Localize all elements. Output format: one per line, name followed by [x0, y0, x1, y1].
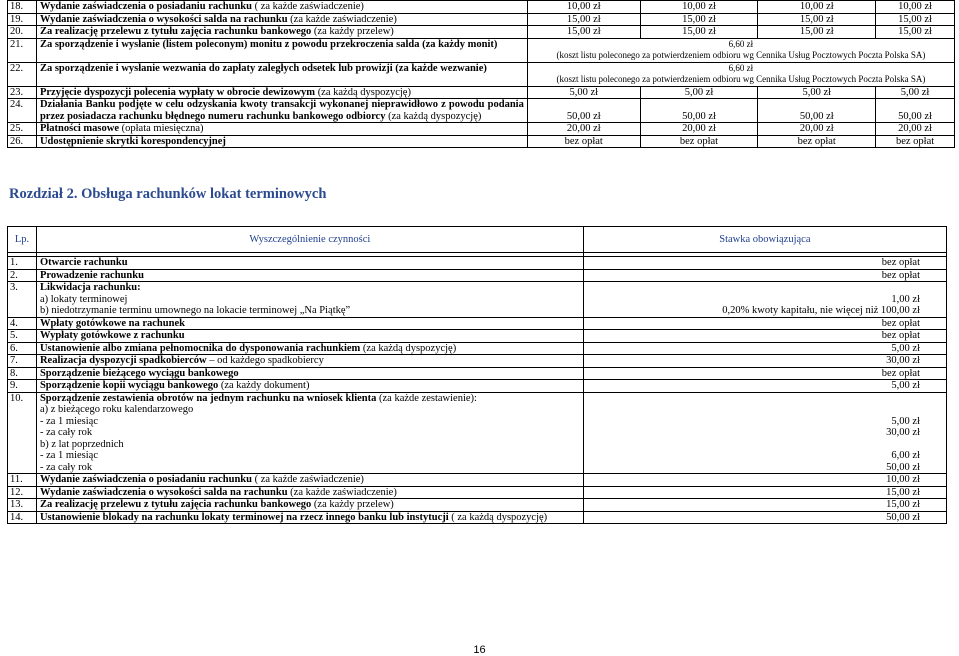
table-row	[8, 380, 947, 393]
row-description	[36, 26, 527, 39]
row-description	[36, 511, 583, 524]
row-detail: (za każdy przelew)	[311, 499, 394, 510]
rate-value: bez opłat	[583, 317, 946, 330]
fee-value: 20,00 zł	[640, 123, 758, 136]
sub-item: - za cały rok	[39, 461, 93, 473]
row-detail: (za każdy przelew)	[311, 26, 394, 37]
fee-value: bez opłat	[876, 135, 955, 148]
row-heading	[40, 368, 580, 380]
fee-value: 15,00 zł	[876, 13, 955, 26]
row-number: 9.	[8, 380, 37, 393]
fee-note: (koszt listu poleconego za potwierdzeniem odbioru wg Cennika Usług Pocztowych Poczta Polska SA)	[556, 50, 926, 60]
fee-value: bez opłat	[640, 135, 758, 148]
row-title: Działania Banku podjęte w celu odzyskania kwoty transakcji wykonanej nieprawidłowo z powodu podania przez posiadacza rachunku błędnego numeru rachunku bankowego odbiorcy	[39, 99, 524, 122]
row-title: Wpłaty gotówkowe na rachunek	[39, 317, 185, 329]
sub-value: 6,00 zł	[891, 450, 920, 461]
row-number: 10.	[8, 392, 37, 474]
row-title: Sporządzenie zestawienia obrotów na jednym rachunku na wniosek klienta	[39, 392, 377, 404]
header-lp: Lp.	[8, 227, 37, 253]
header-description: Wyszczególnienie czynności	[36, 227, 583, 253]
row-description	[36, 257, 583, 270]
row-detail: – od każdego spadkobiercy	[206, 355, 324, 366]
table-row	[8, 511, 947, 524]
rate-value: bez opłat	[583, 367, 946, 380]
fee-value: 15,00 zł	[758, 26, 876, 39]
row-title: Wypłaty gotówkowe z rachunku	[39, 330, 185, 341]
fee-value: 5,00 zł	[640, 86, 758, 99]
fee-value: 15,00 zł	[527, 13, 640, 26]
sub-item: b) z lat poprzednich	[39, 438, 124, 450]
table-row	[8, 367, 947, 380]
row-heading	[40, 499, 580, 511]
row-description	[36, 38, 527, 62]
sub-value	[587, 404, 920, 416]
row-number: 3.	[8, 282, 37, 318]
fee-value: 50,00 zł	[758, 99, 876, 123]
row-detail: ( za każde zaświadczenie)	[251, 474, 364, 485]
fee-value: 50,00 zł	[876, 99, 955, 123]
table-row	[8, 317, 947, 330]
row-description	[36, 392, 583, 474]
rate-value: bez opłat	[583, 257, 946, 270]
row-number: 11.	[8, 474, 37, 487]
table-row	[8, 392, 947, 474]
row-detail: (za każdą dyspozycję)	[315, 86, 411, 98]
row-heading	[40, 380, 580, 392]
row-heading	[40, 393, 580, 405]
fee-value: 15,00 zł	[640, 13, 758, 26]
sub-value	[587, 439, 920, 451]
rate-value	[583, 282, 946, 318]
row-heading	[40, 282, 580, 294]
fee-value: 15,00 zł	[758, 13, 876, 26]
fee-note: (koszt listu poleconego za potwierdzeniem odbioru wg Cennika Usług Pocztowych Poczta Polska SA)	[556, 74, 926, 84]
row-title: Za sporządzenie i wysłanie (listem poleconym) monitu z powodu przekroczenia salda (za każdy monit)	[39, 38, 498, 50]
fee-value: bez opłat	[758, 135, 876, 148]
sub-value: 50,00 zł	[886, 461, 920, 473]
fee-value: 15,00 zł	[527, 26, 640, 39]
fee-amount: 6,60 zł	[728, 38, 754, 49]
table-row	[8, 269, 947, 282]
row-description	[36, 342, 583, 355]
row-heading	[40, 330, 580, 342]
rate-value: 15,00 zł	[583, 499, 946, 512]
row-title: Wydanie zaświadczenia o posiadaniu rachunku	[39, 1, 252, 12]
row-title: Ustanowienie albo zmiana pełnomocnika do dysponowania rachunkiem	[39, 342, 361, 354]
row-title: Likwidacja rachunku:	[39, 282, 141, 293]
rate-value: 10,00 zł	[583, 474, 946, 487]
deposit-fees-table	[7, 226, 947, 524]
rate-value: 5,00 zł	[583, 342, 946, 355]
row-description	[36, 486, 583, 499]
table-row	[8, 342, 947, 355]
fee-amount: 6,60 zł	[728, 62, 754, 73]
fee-value: 10,00 zł	[527, 1, 640, 14]
row-number: 8.	[8, 367, 37, 380]
table-row	[8, 499, 947, 512]
row-detail: ( za każde zaświadczenie)	[251, 1, 364, 12]
row-number: 14.	[8, 511, 37, 524]
table-row	[8, 86, 955, 99]
row-title: Za realizację przelewu z tytułu zajęcia rachunku bankowego	[39, 499, 312, 510]
row-description	[36, 1, 527, 14]
fee-value: 5,00 zł	[527, 86, 640, 99]
rate-value: bez opłat	[583, 330, 946, 343]
sub-item: b) niedotrzymanie terminu umownego na lokacie terminowej „Na Piątkę”	[39, 305, 351, 316]
row-heading	[40, 257, 580, 269]
row-detail: ( za każdą dyspozycję)	[448, 511, 548, 523]
row-detail: (za każde zestawienie):	[376, 392, 477, 404]
sub-value: 30,00 zł	[886, 427, 920, 438]
table-row	[8, 474, 947, 487]
row-description	[36, 367, 583, 380]
header-rate: Stawka obowiązująca	[583, 227, 946, 253]
rate-value: 5,00 zł	[583, 380, 946, 393]
table-row	[8, 99, 955, 123]
row-description	[36, 380, 583, 393]
sub-item: - za 1 miesiąc	[39, 415, 98, 427]
row-number: 26.	[8, 135, 37, 148]
fee-value: 10,00 zł	[758, 1, 876, 14]
row-heading	[40, 512, 580, 524]
row-title: Udostępnienie skrytki korespondencyjnej	[39, 135, 226, 147]
row-heading	[40, 343, 580, 355]
row-title: Przyjęcie dyspozycji polecenia wypłaty w obrocie dewizowym	[39, 86, 316, 98]
row-number: 22.	[8, 62, 37, 86]
row-title: Prowadzenie rachunku	[39, 269, 144, 281]
rate-value: 50,00 zł	[583, 511, 946, 524]
row-title: Za realizację przelewu z tytułu zajęcia rachunku bankowego	[39, 26, 312, 37]
fee-value: 50,00 zł	[527, 99, 640, 123]
row-number: 2.	[8, 269, 37, 282]
row-description	[36, 86, 527, 99]
row-description	[36, 317, 583, 330]
row-detail: (za każdą dyspozycję)	[385, 110, 482, 122]
sub-item: - za cały rok	[39, 427, 93, 438]
row-number: 23.	[8, 86, 37, 99]
row-description	[36, 62, 527, 86]
row-title: Płatności masowe	[39, 123, 120, 134]
row-description	[36, 330, 583, 343]
row-title: Wydanie zaświadczenia o posiadaniu rachunku	[39, 474, 252, 485]
rate-value: 15,00 zł	[583, 486, 946, 499]
row-detail: (za każde zaświadczenie)	[287, 13, 397, 25]
row-title: Za sporządzenie i wysłanie wezwania do zapłaty zaległych odsetek lub prowizji (za każde wezwanie)	[39, 62, 487, 74]
row-description	[36, 499, 583, 512]
row-title: Realizacja dyspozycji spadkobierców	[39, 355, 207, 366]
table-row	[8, 355, 947, 368]
fee-value: 15,00 zł	[640, 26, 758, 39]
row-title: Sporządzenie bieżącego wyciągu bankowego	[39, 367, 239, 379]
sub-value: 1,00 zł	[891, 293, 920, 305]
row-description	[36, 99, 527, 123]
row-heading	[40, 318, 580, 330]
fee-value: 50,00 zł	[640, 99, 758, 123]
row-description	[36, 13, 527, 26]
sub-value: 0,20% kwoty kapitału, nie więcej niż 100,00 zł	[722, 305, 920, 316]
row-title: Otwarcie rachunku	[39, 257, 128, 268]
table-row	[8, 486, 947, 499]
row-number: 24.	[8, 99, 37, 123]
row-number: 19.	[8, 13, 37, 26]
sub-value: 5,00 zł	[891, 415, 920, 427]
table-row	[8, 1, 955, 14]
row-heading	[40, 487, 580, 499]
table-row	[8, 38, 955, 62]
page-number: 16	[473, 644, 486, 656]
fee-value: bez opłat	[527, 135, 640, 148]
table-row	[8, 13, 955, 26]
fee-value: 5,00 zł	[758, 86, 876, 99]
row-number: 7.	[8, 355, 37, 368]
fee-value: 20,00 zł	[758, 123, 876, 136]
table-row	[8, 257, 947, 270]
fee-note-cell	[527, 62, 954, 86]
row-number: 25.	[8, 123, 37, 136]
table-row	[8, 123, 955, 136]
row-title: Ustanowienie blokady na rachunku lokaty terminowej na rzecz innego banku lub instytucji	[39, 511, 449, 523]
row-number: 6.	[8, 342, 37, 355]
row-detail: (za każdą dyspozycję)	[360, 342, 457, 354]
row-number: 13.	[8, 499, 37, 512]
row-number: 20.	[8, 26, 37, 39]
row-heading	[40, 270, 580, 282]
sub-item: - za 1 miesiąc	[39, 450, 98, 461]
row-title: Wydanie zaświadczenia o wysokości salda na rachunku	[39, 486, 288, 498]
rate-value: 30,00 zł	[583, 355, 946, 368]
table-row	[8, 62, 955, 86]
sub-item: a) lokaty terminowej	[39, 293, 128, 305]
row-heading	[40, 355, 580, 367]
fee-value: 10,00 zł	[876, 1, 955, 14]
row-number: 18.	[8, 1, 37, 14]
rate-value: bez opłat	[583, 269, 946, 282]
fee-note-cell	[527, 38, 954, 62]
row-description	[36, 135, 527, 148]
row-number: 5.	[8, 330, 37, 343]
row-number: 12.	[8, 486, 37, 499]
fee-value: 10,00 zł	[640, 1, 758, 14]
sub-item: a) z bieżącego roku kalendarzowego	[39, 404, 194, 415]
row-detail: (za każde zaświadczenie)	[287, 486, 397, 498]
row-number: 21.	[8, 38, 37, 62]
table-row	[8, 135, 955, 148]
fee-value: 20,00 zł	[876, 123, 955, 136]
row-title: Sporządzenie kopii wyciągu bankowego	[39, 380, 219, 391]
row-title: Wydanie zaświadczenia o wysokości salda na rachunku	[39, 13, 288, 25]
row-description	[36, 123, 527, 136]
fees-table	[7, 0, 955, 148]
row-description	[36, 355, 583, 368]
row-description	[36, 282, 583, 318]
row-detail: (opłata miesięczna)	[119, 123, 204, 134]
table-row	[8, 330, 947, 343]
row-heading	[40, 474, 580, 486]
row-number: 1.	[8, 257, 37, 270]
row-description	[36, 269, 583, 282]
fee-value: 20,00 zł	[527, 123, 640, 136]
fee-value: 5,00 zł	[876, 86, 955, 99]
section-title: Rozdział 2. Obsługa rachunków lokat terminowych	[9, 186, 327, 202]
row-number: 4.	[8, 317, 37, 330]
fee-value: 15,00 zł	[876, 26, 955, 39]
rate-value	[583, 392, 946, 474]
row-detail: (za każdy dokument)	[218, 380, 310, 391]
row-description	[36, 474, 583, 487]
table-row	[8, 26, 955, 39]
table-row	[8, 282, 947, 318]
